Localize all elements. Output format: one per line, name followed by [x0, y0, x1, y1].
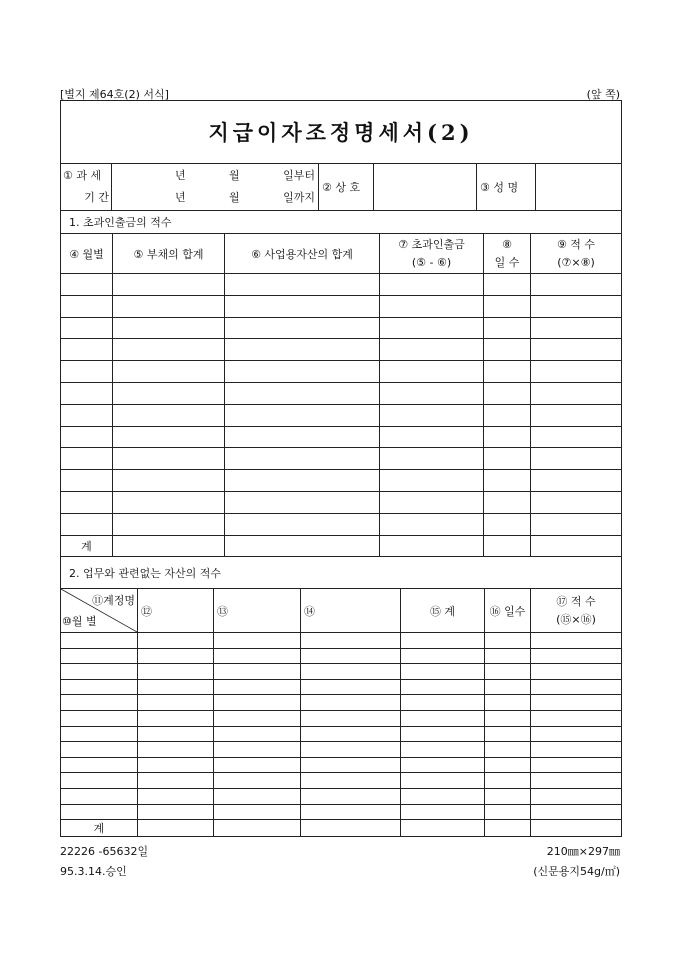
table-row — [61, 274, 622, 296]
cell[interactable] — [301, 679, 401, 695]
col-product2: ⑰ 적 수 (⑮×⑯) — [531, 589, 622, 633]
cell[interactable] — [113, 491, 225, 513]
cell[interactable] — [113, 382, 225, 404]
table-row — [61, 633, 622, 649]
cell[interactable] — [531, 788, 622, 804]
cell[interactable] — [531, 448, 622, 470]
col-excess: ⑦ 초과인출금 (⑤ - ⑥) — [380, 234, 484, 274]
cell[interactable] — [225, 513, 380, 535]
table-row — [61, 710, 622, 726]
table-row — [61, 426, 622, 448]
cell[interactable] — [138, 648, 214, 664]
table-row — [61, 361, 622, 383]
cell[interactable] — [138, 742, 214, 758]
section2-table — [60, 556, 622, 837]
cell[interactable] — [531, 317, 622, 339]
cell[interactable] — [484, 448, 531, 470]
cell[interactable] — [531, 470, 622, 492]
cell[interactable] — [380, 382, 484, 404]
table-row — [61, 295, 622, 317]
col-month: ④ 월별 — [61, 234, 113, 274]
cell[interactable] — [113, 317, 225, 339]
cell[interactable] — [401, 710, 485, 726]
cell[interactable] — [484, 317, 531, 339]
section1-title: 1. 초과인출금의 적수 — [61, 211, 622, 234]
cell[interactable] — [484, 295, 531, 317]
cell[interactable] — [401, 648, 485, 664]
cell[interactable] — [214, 788, 301, 804]
cell[interactable] — [380, 470, 484, 492]
cell[interactable] — [380, 491, 484, 513]
cell[interactable] — [225, 361, 380, 383]
cell[interactable] — [485, 773, 531, 789]
cell[interactable] — [531, 726, 622, 742]
cell[interactable] — [485, 710, 531, 726]
cell[interactable] — [61, 804, 138, 820]
cell[interactable] — [484, 404, 531, 426]
cell[interactable] — [138, 773, 214, 789]
table-row — [61, 742, 622, 758]
cell[interactable] — [380, 274, 484, 296]
cell[interactable] — [380, 426, 484, 448]
cell[interactable] — [113, 535, 225, 556]
cell[interactable] — [214, 820, 301, 837]
cell[interactable] — [485, 820, 531, 837]
table-row — [61, 339, 622, 361]
cell[interactable] — [61, 695, 138, 711]
cell[interactable] — [301, 757, 401, 773]
cell[interactable] — [531, 633, 622, 649]
cell[interactable] — [485, 804, 531, 820]
cell[interactable] — [485, 648, 531, 664]
cell[interactable] — [380, 361, 484, 383]
cell[interactable] — [485, 664, 531, 680]
col-13: ⑬ — [214, 589, 301, 633]
cell[interactable] — [225, 470, 380, 492]
cell[interactable] — [113, 339, 225, 361]
cell[interactable] — [380, 404, 484, 426]
cell[interactable] — [225, 382, 380, 404]
cell[interactable] — [225, 491, 380, 513]
cell[interactable] — [225, 317, 380, 339]
cell[interactable] — [113, 448, 225, 470]
cell[interactable] — [531, 339, 622, 361]
cell[interactable] — [380, 295, 484, 317]
cell[interactable] — [61, 757, 138, 773]
cell[interactable] — [138, 820, 214, 837]
cell[interactable] — [61, 710, 138, 726]
cell[interactable] — [61, 448, 113, 470]
cell[interactable] — [301, 695, 401, 711]
cell[interactable] — [401, 695, 485, 711]
form-number: [별지 제64호(2) 서식] — [60, 88, 169, 101]
cell[interactable] — [225, 535, 380, 556]
cell[interactable] — [531, 295, 622, 317]
cell[interactable] — [531, 513, 622, 535]
cell[interactable] — [225, 339, 380, 361]
cell[interactable] — [485, 633, 531, 649]
cell[interactable] — [484, 535, 531, 556]
cell[interactable] — [61, 491, 113, 513]
table-row — [61, 804, 622, 820]
cell[interactable] — [138, 633, 214, 649]
table-row — [61, 491, 622, 513]
cell[interactable] — [401, 742, 485, 758]
table-row — [61, 404, 622, 426]
cell[interactable] — [61, 648, 138, 664]
table-row — [61, 382, 622, 404]
table-row — [61, 679, 622, 695]
cell[interactable] — [531, 742, 622, 758]
cell[interactable] — [113, 470, 225, 492]
section1-table — [60, 210, 622, 557]
cell[interactable] — [401, 820, 485, 837]
cell[interactable] — [401, 633, 485, 649]
cell[interactable] — [214, 804, 301, 820]
cell[interactable] — [113, 274, 225, 296]
cell[interactable] — [301, 773, 401, 789]
company-label: ② 상 호 — [319, 164, 374, 211]
cell[interactable] — [214, 695, 301, 711]
cell[interactable] — [301, 742, 401, 758]
col-days: ⑧ 일 수 — [484, 234, 531, 274]
cell[interactable] — [61, 274, 113, 296]
cell[interactable] — [485, 695, 531, 711]
cell[interactable] — [138, 726, 214, 742]
cell[interactable] — [61, 788, 138, 804]
name-label: ③ 성 명 — [477, 164, 536, 211]
cell[interactable] — [61, 317, 113, 339]
paper-size: 210㎜×297㎜ — [546, 845, 620, 858]
cell[interactable] — [531, 426, 622, 448]
cell[interactable] — [61, 664, 138, 680]
section1-total-label: 계 — [61, 535, 113, 556]
cell[interactable] — [531, 804, 622, 820]
form-title: 지급이자조정명세서(2) — [61, 101, 622, 164]
cell[interactable] — [380, 448, 484, 470]
table-row — [61, 470, 622, 492]
section2-title: 2. 업무와 관련없는 자산의 적수 — [61, 557, 622, 589]
col-12: ⑫ — [138, 589, 214, 633]
cell[interactable] — [380, 513, 484, 535]
cell[interactable] — [380, 317, 484, 339]
name-field[interactable] — [536, 164, 622, 211]
cell[interactable] — [531, 404, 622, 426]
cell[interactable] — [485, 788, 531, 804]
cell[interactable] — [531, 382, 622, 404]
cell[interactable] — [138, 710, 214, 726]
cell[interactable] — [61, 426, 113, 448]
cell[interactable] — [61, 633, 138, 649]
table-row — [61, 695, 622, 711]
cell[interactable] — [531, 274, 622, 296]
cell[interactable] — [214, 757, 301, 773]
cell[interactable] — [531, 648, 622, 664]
section2-total-label: 계 — [61, 820, 138, 837]
cell[interactable] — [61, 513, 113, 535]
cell[interactable] — [61, 339, 113, 361]
paper-type: (신문용지54g/㎡) — [533, 865, 620, 878]
cell[interactable] — [61, 470, 113, 492]
cell[interactable] — [380, 339, 484, 361]
cell[interactable] — [138, 695, 214, 711]
cell[interactable] — [214, 664, 301, 680]
cell[interactable] — [484, 361, 531, 383]
cell[interactable] — [531, 773, 622, 789]
cell[interactable] — [225, 295, 380, 317]
cell[interactable] — [485, 726, 531, 742]
cell[interactable] — [401, 788, 485, 804]
approval-date: 95.3.14.승인 — [60, 865, 127, 878]
table-row — [61, 757, 622, 773]
cell[interactable] — [225, 404, 380, 426]
cell[interactable] — [61, 679, 138, 695]
cell[interactable] — [113, 404, 225, 426]
cell[interactable] — [138, 804, 214, 820]
cell[interactable] — [484, 274, 531, 296]
col-asset-total: ⑥ 사업용자산의 합계 — [225, 234, 380, 274]
cell[interactable] — [225, 448, 380, 470]
table-row — [61, 513, 622, 535]
cell[interactable] — [531, 695, 622, 711]
cell[interactable] — [138, 757, 214, 773]
table-row — [61, 726, 622, 742]
cell[interactable] — [61, 773, 138, 789]
cell[interactable] — [531, 820, 622, 837]
cell[interactable] — [485, 757, 531, 773]
cell[interactable] — [531, 757, 622, 773]
table-row — [61, 773, 622, 789]
cell[interactable] — [401, 679, 485, 695]
col-14: ⑭ — [301, 589, 401, 633]
table-row — [61, 448, 622, 470]
cell[interactable] — [301, 633, 401, 649]
cell[interactable] — [214, 633, 301, 649]
cell[interactable] — [214, 648, 301, 664]
table-row — [61, 648, 622, 664]
cell[interactable] — [380, 535, 484, 556]
cell[interactable] — [301, 804, 401, 820]
col-debt-total: ⑤ 부채의 합계 — [113, 234, 225, 274]
cell[interactable] — [61, 295, 113, 317]
cell[interactable] — [225, 426, 380, 448]
table-row — [61, 788, 622, 804]
cell[interactable] — [214, 679, 301, 695]
cell[interactable] — [138, 679, 214, 695]
cell[interactable] — [214, 710, 301, 726]
cell[interactable] — [61, 404, 113, 426]
table-row — [61, 664, 622, 680]
col-product: ⑨ 적 수 (⑦×⑧) — [531, 234, 622, 274]
cell[interactable] — [401, 664, 485, 680]
cell[interactable] — [61, 361, 113, 383]
cell[interactable] — [214, 742, 301, 758]
cell[interactable] — [138, 788, 214, 804]
cell[interactable] — [214, 726, 301, 742]
cell[interactable] — [61, 726, 138, 742]
company-field[interactable] — [374, 164, 477, 211]
cell[interactable] — [531, 491, 622, 513]
cell[interactable] — [531, 710, 622, 726]
cell[interactable] — [301, 648, 401, 664]
form-code: 22226 -65632일 — [60, 845, 149, 858]
cell[interactable] — [484, 339, 531, 361]
cell[interactable] — [484, 382, 531, 404]
cell[interactable] — [225, 274, 380, 296]
cell[interactable] — [113, 513, 225, 535]
cell[interactable] — [485, 742, 531, 758]
cell[interactable] — [401, 726, 485, 742]
page-side: (앞 쪽) — [586, 88, 620, 101]
col-account-month: ⑪계정명 ⑩월 별 — [61, 589, 138, 633]
cell[interactable] — [401, 773, 485, 789]
period-dates[interactable]: 년 월 일부터 년 월 일까지 — [112, 164, 319, 211]
col-sum: ⑮ 계 — [401, 589, 485, 633]
cell[interactable] — [484, 470, 531, 492]
cell[interactable] — [113, 361, 225, 383]
period-label: ① 과 세 기 간 — [61, 164, 112, 211]
cell[interactable] — [301, 710, 401, 726]
col-days2: ⑯ 일수 — [485, 589, 531, 633]
cell[interactable] — [214, 773, 301, 789]
cell[interactable] — [531, 361, 622, 383]
cell[interactable] — [301, 664, 401, 680]
cell[interactable] — [113, 426, 225, 448]
cell[interactable] — [61, 382, 113, 404]
cell[interactable] — [485, 679, 531, 695]
cell[interactable] — [113, 295, 225, 317]
cell[interactable] — [61, 742, 138, 758]
cell[interactable] — [531, 664, 622, 680]
cell[interactable] — [531, 679, 622, 695]
cell[interactable] — [484, 426, 531, 448]
cell[interactable] — [138, 664, 214, 680]
cell[interactable] — [301, 820, 401, 837]
cell[interactable] — [401, 804, 485, 820]
cell[interactable] — [531, 535, 622, 556]
cell[interactable] — [484, 491, 531, 513]
cell[interactable] — [301, 726, 401, 742]
table-row — [61, 317, 622, 339]
cell[interactable] — [301, 788, 401, 804]
cell[interactable] — [484, 513, 531, 535]
header-table — [60, 100, 622, 211]
cell[interactable] — [401, 757, 485, 773]
